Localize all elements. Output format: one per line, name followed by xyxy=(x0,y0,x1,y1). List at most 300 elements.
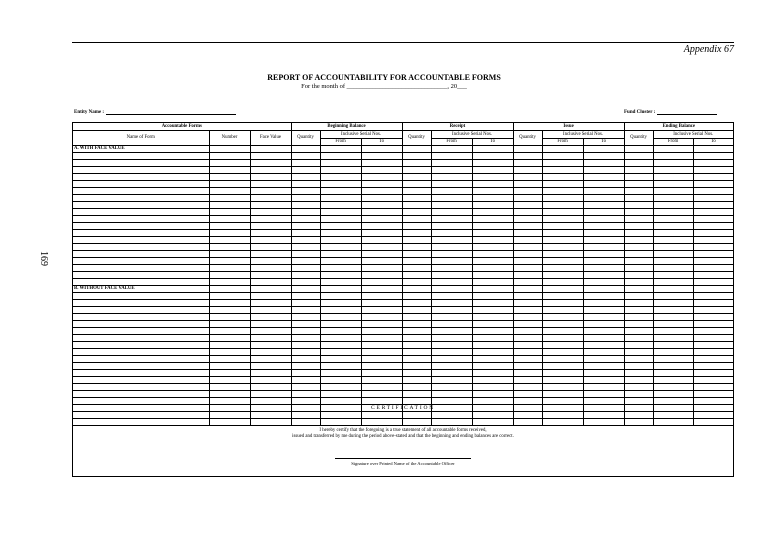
table-cell[interactable] xyxy=(513,300,542,307)
table-cell[interactable] xyxy=(583,384,624,391)
table-cell[interactable] xyxy=(431,202,472,209)
table-cell[interactable] xyxy=(693,237,733,244)
table-cell[interactable] xyxy=(209,244,250,251)
table-cell[interactable] xyxy=(431,223,472,230)
table-cell[interactable] xyxy=(320,174,361,181)
table-cell[interactable] xyxy=(431,258,472,265)
table-cell[interactable] xyxy=(653,279,693,286)
table-cell[interactable] xyxy=(402,181,431,188)
table-cell[interactable] xyxy=(653,335,693,342)
table-cell[interactable] xyxy=(431,181,472,188)
table-cell[interactable] xyxy=(472,174,513,181)
table-cell[interactable] xyxy=(73,237,209,244)
table-cell[interactable] xyxy=(693,356,733,363)
table-cell[interactable] xyxy=(431,349,472,356)
table-cell[interactable] xyxy=(250,314,291,321)
table-cell[interactable] xyxy=(320,300,361,307)
table-cell[interactable] xyxy=(320,146,361,153)
table-cell[interactable] xyxy=(624,209,653,216)
table-cell[interactable] xyxy=(402,244,431,251)
table-cell[interactable] xyxy=(542,167,583,174)
table-cell[interactable] xyxy=(250,286,291,293)
table-cell[interactable] xyxy=(320,356,361,363)
table-cell[interactable] xyxy=(250,349,291,356)
table-cell[interactable] xyxy=(250,195,291,202)
table-cell[interactable] xyxy=(542,230,583,237)
fund-cluster-blank[interactable] xyxy=(657,114,717,115)
table-cell[interactable] xyxy=(291,251,320,258)
table-cell[interactable] xyxy=(513,223,542,230)
table-cell[interactable] xyxy=(320,153,361,160)
table-cell[interactable] xyxy=(693,321,733,328)
table-cell[interactable] xyxy=(250,279,291,286)
table-cell[interactable] xyxy=(653,321,693,328)
table-cell[interactable] xyxy=(653,174,693,181)
table-cell[interactable] xyxy=(291,153,320,160)
table-cell[interactable] xyxy=(653,237,693,244)
table-cell[interactable] xyxy=(250,230,291,237)
table-cell[interactable] xyxy=(583,188,624,195)
table-cell[interactable] xyxy=(583,216,624,223)
table-cell[interactable] xyxy=(320,384,361,391)
table-cell[interactable] xyxy=(624,342,653,349)
table-cell[interactable] xyxy=(209,314,250,321)
fund-cluster-field[interactable] xyxy=(624,110,717,115)
table-cell[interactable] xyxy=(250,384,291,391)
table-cell[interactable] xyxy=(513,370,542,377)
table-cell[interactable] xyxy=(431,174,472,181)
table-cell[interactable] xyxy=(361,223,402,230)
table-cell[interactable] xyxy=(209,377,250,384)
table-cell[interactable] xyxy=(653,202,693,209)
table-cell[interactable] xyxy=(320,349,361,356)
table-cell[interactable] xyxy=(431,370,472,377)
table-cell[interactable] xyxy=(402,174,431,181)
table-cell[interactable] xyxy=(73,174,209,181)
table-cell[interactable] xyxy=(513,377,542,384)
table-cell[interactable] xyxy=(653,167,693,174)
table-cell[interactable] xyxy=(542,174,583,181)
table-cell[interactable] xyxy=(583,230,624,237)
table-cell[interactable] xyxy=(624,272,653,279)
table-cell[interactable] xyxy=(209,167,250,174)
table-cell[interactable] xyxy=(291,356,320,363)
table-cell[interactable] xyxy=(402,258,431,265)
table-cell[interactable] xyxy=(250,377,291,384)
table-cell[interactable] xyxy=(624,370,653,377)
table-cell[interactable] xyxy=(624,293,653,300)
table-cell[interactable] xyxy=(583,153,624,160)
table-cell[interactable] xyxy=(250,223,291,230)
table-cell[interactable] xyxy=(73,335,209,342)
table-cell[interactable] xyxy=(291,300,320,307)
table-cell[interactable] xyxy=(583,321,624,328)
table-cell[interactable] xyxy=(402,300,431,307)
table-cell[interactable] xyxy=(402,293,431,300)
table-cell[interactable] xyxy=(402,251,431,258)
table-cell[interactable] xyxy=(472,300,513,307)
table-cell[interactable] xyxy=(431,300,472,307)
table-cell[interactable] xyxy=(624,363,653,370)
table-cell[interactable] xyxy=(583,377,624,384)
table-cell[interactable] xyxy=(513,314,542,321)
table-cell[interactable] xyxy=(209,230,250,237)
table-cell[interactable] xyxy=(320,160,361,167)
table-cell[interactable] xyxy=(653,286,693,293)
table-cell[interactable] xyxy=(653,377,693,384)
table-cell[interactable] xyxy=(513,195,542,202)
table-cell[interactable] xyxy=(73,391,209,398)
table-cell[interactable] xyxy=(472,223,513,230)
table-cell[interactable] xyxy=(624,244,653,251)
table-cell[interactable] xyxy=(653,307,693,314)
table-cell[interactable] xyxy=(402,223,431,230)
table-cell[interactable] xyxy=(583,356,624,363)
table-cell[interactable] xyxy=(361,321,402,328)
table-cell[interactable] xyxy=(250,251,291,258)
table-cell[interactable] xyxy=(320,244,361,251)
table-cell[interactable] xyxy=(653,349,693,356)
table-cell[interactable] xyxy=(320,370,361,377)
table-cell[interactable] xyxy=(583,272,624,279)
table-cell[interactable] xyxy=(542,377,583,384)
table-cell[interactable] xyxy=(361,195,402,202)
table-cell[interactable] xyxy=(361,286,402,293)
table-cell[interactable] xyxy=(653,300,693,307)
table-cell[interactable] xyxy=(513,335,542,342)
table-cell[interactable] xyxy=(431,342,472,349)
table-cell[interactable] xyxy=(653,216,693,223)
table-cell[interactable] xyxy=(361,272,402,279)
table-cell[interactable] xyxy=(361,279,402,286)
table-cell[interactable] xyxy=(320,223,361,230)
table-cell[interactable] xyxy=(472,216,513,223)
table-cell[interactable] xyxy=(624,335,653,342)
table-cell[interactable] xyxy=(693,272,733,279)
table-cell[interactable] xyxy=(472,328,513,335)
table-cell[interactable] xyxy=(250,356,291,363)
table-cell[interactable] xyxy=(209,384,250,391)
table-cell[interactable] xyxy=(542,328,583,335)
table-cell[interactable] xyxy=(693,314,733,321)
table-cell[interactable] xyxy=(542,237,583,244)
table-cell[interactable] xyxy=(653,188,693,195)
table-cell[interactable] xyxy=(209,279,250,286)
table-cell[interactable] xyxy=(624,356,653,363)
table-cell[interactable] xyxy=(653,153,693,160)
table-cell[interactable] xyxy=(583,237,624,244)
table-cell[interactable] xyxy=(291,146,320,153)
table-cell[interactable] xyxy=(624,251,653,258)
table-cell[interactable] xyxy=(583,146,624,153)
table-cell[interactable] xyxy=(73,209,209,216)
table-cell[interactable] xyxy=(583,265,624,272)
table-cell[interactable] xyxy=(402,272,431,279)
table-cell[interactable] xyxy=(320,328,361,335)
table-cell[interactable] xyxy=(209,216,250,223)
table-cell[interactable] xyxy=(73,342,209,349)
table-cell[interactable] xyxy=(291,370,320,377)
table-cell[interactable] xyxy=(361,307,402,314)
table-cell[interactable] xyxy=(431,195,472,202)
table-cell[interactable] xyxy=(472,202,513,209)
table-cell[interactable] xyxy=(73,167,209,174)
table-cell[interactable] xyxy=(472,244,513,251)
table-cell[interactable] xyxy=(320,209,361,216)
table-cell[interactable] xyxy=(693,307,733,314)
table-cell[interactable] xyxy=(291,342,320,349)
table-cell[interactable] xyxy=(361,209,402,216)
table-cell[interactable] xyxy=(209,174,250,181)
table-cell[interactable] xyxy=(250,363,291,370)
table-cell[interactable] xyxy=(291,307,320,314)
table-cell[interactable] xyxy=(472,181,513,188)
table-cell[interactable] xyxy=(472,230,513,237)
table-cell[interactable] xyxy=(250,244,291,251)
table-cell[interactable] xyxy=(624,188,653,195)
table-cell[interactable] xyxy=(693,195,733,202)
table-cell[interactable] xyxy=(361,174,402,181)
table-cell[interactable] xyxy=(513,363,542,370)
table-cell[interactable] xyxy=(320,286,361,293)
table-cell[interactable] xyxy=(624,384,653,391)
table-cell[interactable] xyxy=(542,342,583,349)
table-cell[interactable] xyxy=(542,265,583,272)
table-cell[interactable] xyxy=(583,160,624,167)
table-cell[interactable] xyxy=(291,286,320,293)
table-cell[interactable] xyxy=(583,279,624,286)
table-cell[interactable] xyxy=(250,272,291,279)
table-cell[interactable] xyxy=(291,202,320,209)
table-cell[interactable] xyxy=(209,272,250,279)
table-cell[interactable] xyxy=(73,216,209,223)
table-cell[interactable] xyxy=(250,293,291,300)
table-cell[interactable] xyxy=(583,307,624,314)
table-cell[interactable] xyxy=(361,188,402,195)
table-cell[interactable] xyxy=(542,251,583,258)
table-cell[interactable] xyxy=(402,342,431,349)
table-cell[interactable] xyxy=(209,223,250,230)
table-cell[interactable] xyxy=(250,307,291,314)
table-cell[interactable] xyxy=(624,174,653,181)
table-cell[interactable] xyxy=(320,181,361,188)
table-cell[interactable] xyxy=(402,153,431,160)
table-cell[interactable] xyxy=(693,342,733,349)
table-cell[interactable] xyxy=(542,202,583,209)
table-cell[interactable] xyxy=(361,237,402,244)
table-cell[interactable] xyxy=(431,188,472,195)
table-cell[interactable] xyxy=(431,272,472,279)
table-cell[interactable] xyxy=(583,363,624,370)
table-cell[interactable] xyxy=(472,384,513,391)
table-cell[interactable] xyxy=(209,153,250,160)
table-cell[interactable] xyxy=(693,265,733,272)
table-cell[interactable] xyxy=(209,237,250,244)
table-cell[interactable] xyxy=(653,251,693,258)
table-cell[interactable] xyxy=(250,328,291,335)
table-cell[interactable] xyxy=(250,202,291,209)
table-cell[interactable] xyxy=(291,314,320,321)
table-cell[interactable] xyxy=(472,286,513,293)
table-cell[interactable] xyxy=(320,230,361,237)
table-cell[interactable] xyxy=(624,160,653,167)
table-cell[interactable] xyxy=(209,209,250,216)
table-cell[interactable] xyxy=(431,356,472,363)
table-cell[interactable] xyxy=(209,293,250,300)
table-cell[interactable] xyxy=(583,391,624,398)
signature-line[interactable] xyxy=(335,458,471,459)
table-cell[interactable] xyxy=(291,279,320,286)
table-cell[interactable] xyxy=(320,377,361,384)
table-cell[interactable] xyxy=(513,279,542,286)
table-cell[interactable] xyxy=(472,279,513,286)
table-cell[interactable] xyxy=(583,328,624,335)
table-cell[interactable] xyxy=(291,209,320,216)
table-cell[interactable] xyxy=(73,265,209,272)
table-cell[interactable] xyxy=(472,363,513,370)
table-cell[interactable] xyxy=(431,391,472,398)
table-cell[interactable] xyxy=(653,181,693,188)
table-cell[interactable] xyxy=(320,272,361,279)
table-cell[interactable] xyxy=(250,335,291,342)
table-cell[interactable] xyxy=(472,335,513,342)
table-cell[interactable] xyxy=(431,377,472,384)
table-cell[interactable] xyxy=(513,272,542,279)
table-cell[interactable] xyxy=(693,279,733,286)
table-cell[interactable] xyxy=(693,244,733,251)
table-cell[interactable] xyxy=(693,328,733,335)
table-cell[interactable] xyxy=(361,377,402,384)
table-cell[interactable] xyxy=(693,300,733,307)
table-cell[interactable] xyxy=(542,279,583,286)
table-cell[interactable] xyxy=(542,391,583,398)
table-cell[interactable] xyxy=(361,356,402,363)
table-cell[interactable] xyxy=(209,300,250,307)
table-cell[interactable] xyxy=(291,349,320,356)
table-cell[interactable] xyxy=(320,363,361,370)
table-cell[interactable] xyxy=(402,286,431,293)
table-cell[interactable] xyxy=(361,314,402,321)
table-cell[interactable] xyxy=(250,258,291,265)
table-cell[interactable] xyxy=(583,314,624,321)
table-cell[interactable] xyxy=(624,202,653,209)
table-cell[interactable] xyxy=(291,244,320,251)
table-cell[interactable] xyxy=(472,314,513,321)
table-cell[interactable] xyxy=(402,391,431,398)
table-cell[interactable] xyxy=(320,188,361,195)
table-cell[interactable] xyxy=(361,328,402,335)
table-cell[interactable] xyxy=(624,328,653,335)
table-cell[interactable] xyxy=(624,258,653,265)
table-cell[interactable] xyxy=(431,167,472,174)
table-cell[interactable] xyxy=(583,244,624,251)
table-cell[interactable] xyxy=(513,216,542,223)
table-cell[interactable] xyxy=(73,244,209,251)
table-cell[interactable] xyxy=(513,258,542,265)
table-cell[interactable] xyxy=(291,377,320,384)
table-cell[interactable] xyxy=(653,230,693,237)
table-cell[interactable] xyxy=(693,370,733,377)
table-cell[interactable] xyxy=(209,265,250,272)
table-cell[interactable] xyxy=(73,230,209,237)
table-cell[interactable] xyxy=(653,384,693,391)
table-cell[interactable] xyxy=(583,223,624,230)
table-cell[interactable] xyxy=(73,195,209,202)
table-cell[interactable] xyxy=(513,237,542,244)
table-cell[interactable] xyxy=(624,391,653,398)
table-cell[interactable] xyxy=(653,258,693,265)
table-cell[interactable] xyxy=(250,209,291,216)
table-cell[interactable] xyxy=(291,195,320,202)
table-cell[interactable] xyxy=(402,363,431,370)
table-cell[interactable] xyxy=(402,160,431,167)
table-cell[interactable] xyxy=(73,300,209,307)
table-cell[interactable] xyxy=(291,181,320,188)
table-cell[interactable] xyxy=(209,342,250,349)
table-cell[interactable] xyxy=(693,174,733,181)
table-cell[interactable] xyxy=(624,153,653,160)
table-cell[interactable] xyxy=(513,265,542,272)
table-cell[interactable] xyxy=(542,293,583,300)
table-cell[interactable] xyxy=(402,167,431,174)
table-cell[interactable] xyxy=(693,188,733,195)
table-cell[interactable] xyxy=(250,188,291,195)
table-cell[interactable] xyxy=(624,237,653,244)
table-cell[interactable] xyxy=(583,335,624,342)
table-cell[interactable] xyxy=(513,174,542,181)
table-cell[interactable] xyxy=(472,349,513,356)
table-cell[interactable] xyxy=(73,321,209,328)
table-cell[interactable] xyxy=(431,230,472,237)
table-cell[interactable] xyxy=(624,181,653,188)
table-cell[interactable] xyxy=(624,223,653,230)
table-cell[interactable] xyxy=(209,181,250,188)
table-cell[interactable] xyxy=(291,216,320,223)
table-cell[interactable] xyxy=(513,160,542,167)
table-cell[interactable] xyxy=(320,195,361,202)
table-cell[interactable] xyxy=(542,314,583,321)
table-cell[interactable] xyxy=(513,209,542,216)
table-cell[interactable] xyxy=(431,314,472,321)
table-cell[interactable] xyxy=(513,328,542,335)
table-cell[interactable] xyxy=(653,265,693,272)
table-cell[interactable] xyxy=(73,181,209,188)
table-cell[interactable] xyxy=(320,321,361,328)
table-cell[interactable] xyxy=(320,216,361,223)
table-cell[interactable] xyxy=(693,363,733,370)
table-cell[interactable] xyxy=(583,293,624,300)
table-cell[interactable] xyxy=(513,244,542,251)
table-cell[interactable] xyxy=(653,314,693,321)
table-cell[interactable] xyxy=(431,279,472,286)
table-cell[interactable] xyxy=(431,209,472,216)
table-cell[interactable] xyxy=(209,349,250,356)
table-cell[interactable] xyxy=(472,272,513,279)
table-cell[interactable] xyxy=(431,286,472,293)
table-cell[interactable] xyxy=(402,202,431,209)
table-cell[interactable] xyxy=(73,384,209,391)
entity-name-field[interactable] xyxy=(74,110,236,115)
table-cell[interactable] xyxy=(513,202,542,209)
table-cell[interactable] xyxy=(431,251,472,258)
table-cell[interactable] xyxy=(361,258,402,265)
table-cell[interactable] xyxy=(209,251,250,258)
table-cell[interactable] xyxy=(291,265,320,272)
table-cell[interactable] xyxy=(402,335,431,342)
table-cell[interactable] xyxy=(542,356,583,363)
table-cell[interactable] xyxy=(73,258,209,265)
table-cell[interactable] xyxy=(361,293,402,300)
